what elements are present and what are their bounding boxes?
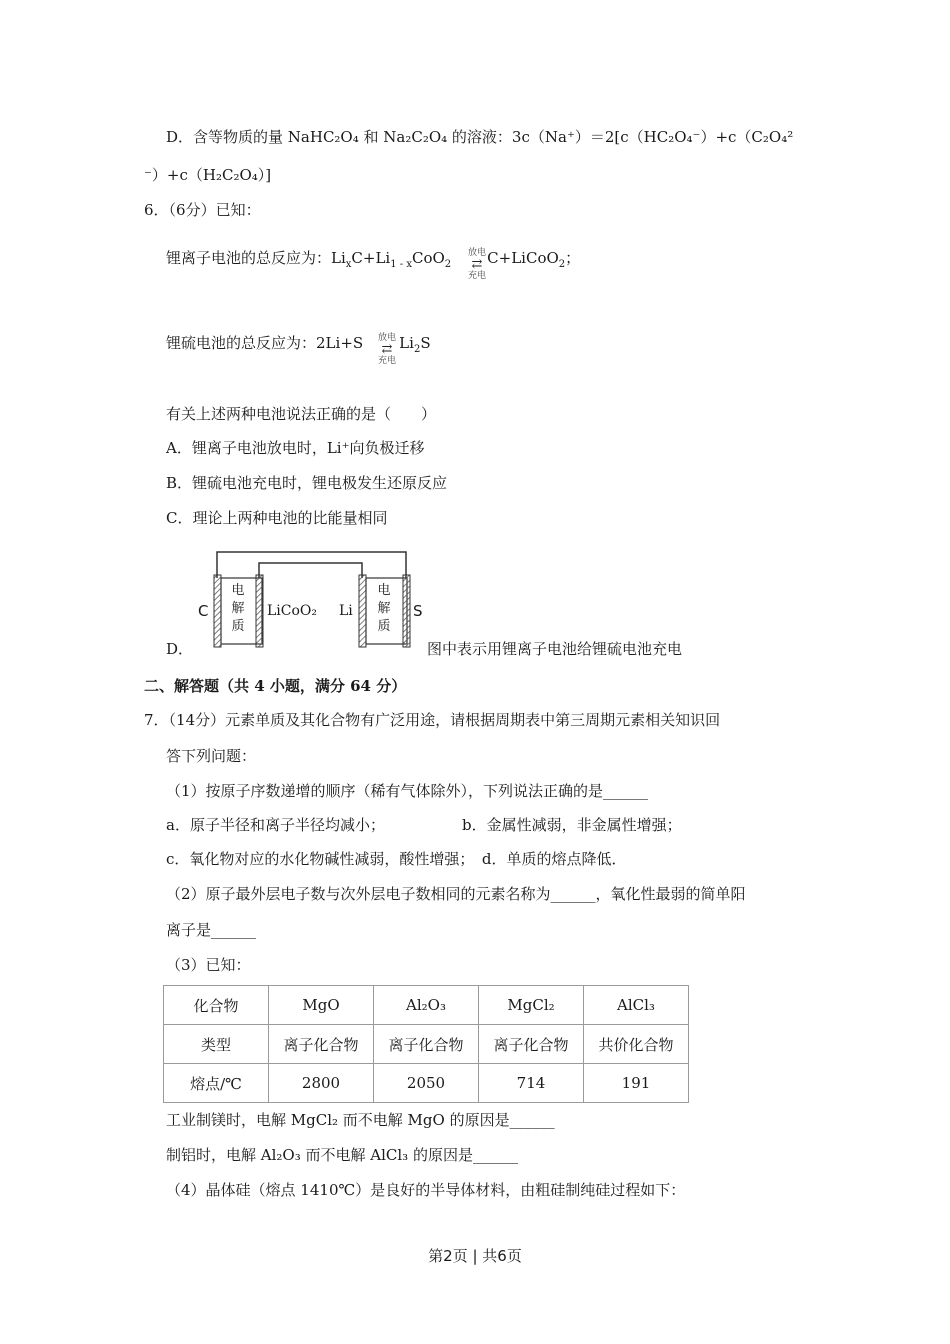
table-cell: AlCl₃ [584, 986, 689, 1025]
label-right-cathode: S [413, 602, 423, 620]
table-cell: 类型 [164, 1025, 269, 1064]
right-electrode-s [403, 575, 410, 647]
reaction-1: 锂离子电池的总反应为：$Li_xC+Li_{1 - x}CoO_2$ C+LiCoO$_2$； [166, 249, 581, 270]
battery-circuit-diagram [190, 545, 430, 655]
question-6-header: 6．（6分）已知： [144, 201, 261, 219]
table-cell: 2050 [374, 1064, 479, 1103]
table-cell: 191 [584, 1064, 689, 1103]
reaction-1-prefix: 锂离子电池的总反应为： [166, 249, 332, 267]
left-electrode-c [214, 575, 221, 647]
reversible-arrow-2 [367, 333, 407, 367]
q6-option-d-text: 图中表示用锂离子电池给锂硫电池充电 [427, 640, 683, 658]
table-row [164, 986, 689, 1025]
q7-part-1-option-cd: c．氧化物对应的水化物碱性减弱，酸性增强； d．单质的熔点降低． [166, 850, 627, 868]
q5-option-d-line2: ⁻）+c（H₂C₂O₄）] [144, 166, 272, 184]
table-cell: 离子化合物 [374, 1025, 479, 1064]
label-left-electrolyte: 电解质 [231, 583, 245, 634]
table-cell: 熔点/℃ [164, 1064, 269, 1103]
question-7-header: 7．（14分）元素单质及其化合物有广泛用途，请根据周期表中第三周期元素相关知识回 [144, 711, 721, 729]
table-cell: 714 [479, 1064, 584, 1103]
reaction-2: 锂硫电池的总反应为：2Li+S $Li_2S$ [166, 334, 431, 355]
compound-table [163, 985, 689, 1103]
q7-part-1-option-b: b．金属性减弱，非金属性增强； [462, 816, 682, 834]
question-6-stem: 有关上述两种电池说法正确的是（ ） [166, 405, 437, 423]
table-row [164, 1064, 689, 1103]
page-footer: 第2页 | 共6页 [428, 1247, 522, 1265]
q6-option-c: C．理论上两种电池的比能量相同 [166, 509, 388, 527]
section-2-title: 二、解答题（共 4 小题，满分 64 分） [144, 677, 407, 695]
left-electrode-licoo2 [256, 575, 263, 647]
inner-wire [259, 563, 362, 578]
q7-part-3: （3）已知： [166, 956, 251, 974]
arrow-label-charge: 充电 [467, 271, 486, 281]
label-right-electrolyte: 电解质 [377, 583, 391, 634]
arrow-label-discharge: 放电 [467, 248, 486, 258]
label-left-electrode: C [198, 602, 209, 620]
q6-option-a: A．锂离子电池放电时，Li⁺向负极迁移 [166, 439, 425, 457]
table-cell: MgCl₂ [479, 986, 584, 1025]
q7-part-3-question-2: 制铝时，电解 Al₂O₃ 而不电解 AlCl₃ 的原因是______ [166, 1146, 518, 1164]
q7-part-2-cont: 离子是______ [166, 921, 257, 939]
q6-option-d-label: D． [166, 640, 194, 658]
equilibrium-arrow-icon: ⇄ [381, 342, 393, 357]
q7-part-3-question-1: 工业制镁时，电解 MgCl₂ 而不电解 MgO 的原因是______ [166, 1111, 555, 1129]
q6-option-b: B．锂硫电池充电时，锂电极发生还原反应 [166, 474, 448, 492]
table-cell: 2800 [269, 1064, 374, 1103]
table-cell: 化合物 [164, 986, 269, 1025]
table-cell: 离子化合物 [269, 1025, 374, 1064]
outer-wire [217, 552, 406, 578]
table-cell: 共价化合物 [584, 1025, 689, 1064]
q7-part-1-option-a: a．原子半径和离子半径均减小； [166, 816, 385, 834]
table-cell: Al₂O₃ [374, 986, 479, 1025]
equilibrium-arrow-icon: ⇄ [471, 257, 483, 272]
q7-part-1: （1）按原子序数递增的顺序（稀有气体除外），下列说法正确的是______ [166, 782, 649, 800]
reaction-2-prefix: 锂硫电池的总反应为： [166, 334, 317, 352]
question-7-header-cont: 答下列问题： [166, 747, 257, 765]
q5-option-d-line1: D．含等物质的量 NaHC₂O₄ 和 Na₂C₂O₄ 的溶液：3c（Na⁺）＝2[c（HC₂O₄⁻）+c（C₂O₄² [166, 128, 794, 146]
label-right-electrode: Li [339, 603, 353, 619]
q7-part-2: （2）原子最外层电子数与次外层电子数相同的元素名称为______，氧化性最弱的简单阳 [166, 885, 746, 903]
right-electrode-li [359, 575, 366, 647]
arrow-label-charge: 充电 [377, 356, 396, 366]
table-cell: 离子化合物 [479, 1025, 584, 1064]
table-cell: MgO [269, 986, 374, 1025]
table-row [164, 1025, 689, 1064]
reversible-arrow-1 [457, 248, 497, 282]
label-left-cathode: LiCoO₂ [267, 603, 318, 619]
q7-part-4: （4）晶体硅（熔点 1410℃）是良好的半导体材料，由粗硅制纯硅过程如下： [166, 1181, 686, 1199]
arrow-label-discharge: 放电 [377, 333, 396, 343]
